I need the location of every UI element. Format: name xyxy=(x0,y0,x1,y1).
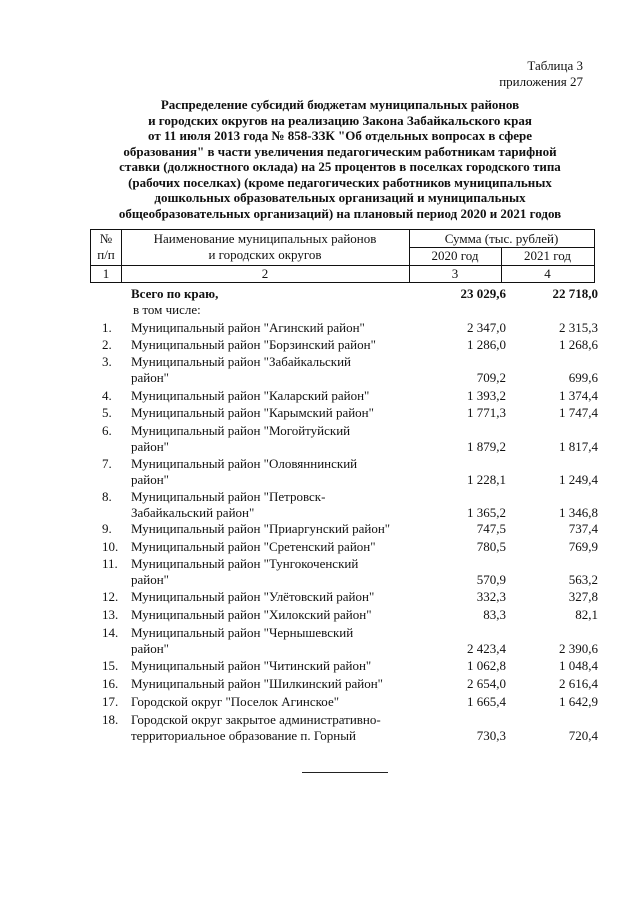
value-2020: 2 423,4 xyxy=(467,641,506,656)
table-row xyxy=(0,607,640,624)
value-2020: 570,9 xyxy=(476,572,506,587)
district-name-continued: район" xyxy=(131,370,169,385)
value-2020: 1 062,8 xyxy=(467,658,506,673)
row-number: 13. xyxy=(102,607,119,622)
title-line: Распределение субсидий бюджетам муниципальных районов xyxy=(160,97,520,112)
value-2021: 1 268,6 xyxy=(559,337,598,352)
column-index: 4 xyxy=(544,266,551,281)
district-name: Муниципальный район "Сретенский район" xyxy=(131,539,376,554)
value-2020: 1 286,0 xyxy=(467,337,506,352)
row-number: 15. xyxy=(102,658,119,673)
row-number: 8. xyxy=(102,489,112,504)
value-2020: 1 365,2 xyxy=(467,505,506,520)
district-name: Муниципальный район "Каларский район" xyxy=(131,388,370,403)
district-name-continued: район" xyxy=(131,439,169,454)
table-row xyxy=(0,388,640,405)
table-row xyxy=(0,556,640,590)
district-name: Муниципальный район "Чернышевский xyxy=(131,625,354,640)
value-2020: 730,3 xyxy=(476,728,506,743)
district-name: Муниципальный район "Шилкинский район" xyxy=(131,676,383,691)
district-name: Муниципальный район "Петровск- xyxy=(131,489,326,504)
header-name-line2: и городских округов xyxy=(208,247,322,262)
end-rule xyxy=(302,772,388,773)
total-2021: 22 718,0 xyxy=(552,286,598,301)
total-label: Всего по краю, xyxy=(131,286,219,301)
value-2020: 332,3 xyxy=(476,589,506,604)
value-2021: 737,4 xyxy=(568,521,598,536)
row-number: 4. xyxy=(102,388,112,403)
value-2020: 2 654,0 xyxy=(467,676,506,691)
table-row xyxy=(0,489,640,523)
title-line: (рабочих поселках) (кроме педагогических работников муниципальных xyxy=(128,174,552,190)
column-index: 2 xyxy=(261,266,269,281)
district-name: Муниципальный район "Тунгокоченский xyxy=(131,556,359,571)
row-number: 16. xyxy=(102,676,119,691)
table-row xyxy=(0,589,640,606)
table-row xyxy=(0,658,640,675)
value-2021: 1 048,4 xyxy=(559,658,598,673)
header-2021: 2021 год xyxy=(524,248,571,263)
value-2020: 1 665,4 xyxy=(467,694,506,709)
row-number: 12. xyxy=(102,589,119,604)
district-name: Городской округ "Поселок Агинское" xyxy=(131,694,340,709)
row-number: 1. xyxy=(102,320,112,335)
table-header xyxy=(90,229,595,283)
value-2021: 769,9 xyxy=(568,539,598,554)
row-number: 18. xyxy=(102,712,119,727)
header-name-line1: Наименование муниципальных районов xyxy=(153,231,377,246)
row-number: 7. xyxy=(102,456,112,471)
value-2021: 699,6 xyxy=(568,370,598,385)
value-2021: 720,4 xyxy=(568,728,598,743)
row-number: 2. xyxy=(102,337,112,352)
value-2021: 1 747,4 xyxy=(559,405,598,420)
value-2020: 747,5 xyxy=(476,521,506,536)
table-row xyxy=(0,521,640,538)
row-number: 10. xyxy=(102,539,119,554)
total-subtitle: в том числе: xyxy=(133,302,201,317)
row-number: 3. xyxy=(102,354,112,369)
value-2021: 1 346,8 xyxy=(559,505,598,520)
table-row xyxy=(0,694,640,711)
header-sum: Сумма (тыс. рублей) xyxy=(444,231,559,246)
document-title xyxy=(90,97,590,221)
table-row xyxy=(0,539,640,556)
value-2020: 780,5 xyxy=(476,539,506,554)
table-row xyxy=(0,456,640,490)
title-line: образования" в части увеличения педагогическим работникам тарифной xyxy=(123,143,557,159)
district-name-continued: Забайкальский район" xyxy=(131,505,255,520)
row-number: 5. xyxy=(102,405,112,420)
district-name: Муниципальный район "Забайкальский xyxy=(131,354,352,369)
header-num xyxy=(91,231,121,263)
appendix-reference: приложения 27 xyxy=(499,74,583,89)
value-2021: 2 315,3 xyxy=(559,320,598,335)
row-number: 6. xyxy=(102,423,112,438)
district-name-continued: район" xyxy=(131,641,169,656)
value-2020: 1 393,2 xyxy=(467,388,506,403)
district-name: Муниципальный район "Оловяннинский xyxy=(131,456,358,471)
table-row xyxy=(0,712,640,746)
total-2020: 23 029,6 xyxy=(460,286,506,301)
district-name: Муниципальный район "Карымский район" xyxy=(131,405,374,420)
district-name-continued: территориальное образование п. Горный xyxy=(131,728,356,743)
title-line: и городских округов на реализацию Закона Забайкальского края xyxy=(148,112,532,128)
value-2020: 709,2 xyxy=(476,370,506,385)
table-row xyxy=(0,337,640,354)
total-row xyxy=(0,286,640,320)
district-name-continued: район" xyxy=(131,472,169,487)
row-number: 9. xyxy=(102,521,112,536)
value-2020: 2 347,0 xyxy=(467,320,506,335)
column-index: 1 xyxy=(102,266,110,281)
row-number: 11. xyxy=(102,556,118,571)
value-2021: 82,1 xyxy=(575,607,598,622)
title-line: от 11 июля 2013 года № 858-ЗЗК "Об отдельных вопросах в сфере xyxy=(148,128,532,143)
table-row xyxy=(0,676,640,693)
table-row xyxy=(0,320,640,337)
header-num-line2: п/п xyxy=(97,247,115,262)
value-2021: 563,2 xyxy=(568,572,598,587)
district-name: Муниципальный район "Борзинский район" xyxy=(131,337,376,352)
district-name-continued: район" xyxy=(131,572,169,587)
district-name: Муниципальный район "Улётовский район" xyxy=(131,589,375,604)
row-number: 17. xyxy=(102,694,119,709)
value-2021: 1 374,4 xyxy=(559,388,598,403)
column-index: 3 xyxy=(451,266,459,281)
title-line: общеобразовательных организаций) на плановый период 2020 и 2021 годов xyxy=(118,205,562,221)
district-name: Муниципальный район "Хилокский район" xyxy=(131,607,372,622)
value-2020: 1 228,1 xyxy=(467,472,506,487)
value-2020: 1 879,2 xyxy=(467,439,506,454)
table-row xyxy=(0,423,640,457)
table-row xyxy=(0,405,640,422)
value-2021: 2 616,4 xyxy=(559,676,598,691)
value-2021: 1 249,4 xyxy=(559,472,598,487)
value-2020: 1 771,3 xyxy=(467,405,506,420)
header-num-line1: № xyxy=(99,231,113,246)
value-2020: 83,3 xyxy=(483,607,506,622)
district-name: Муниципальный район "Приаргунский район" xyxy=(131,521,391,536)
title-line: дошкольных образовательных организаций и муниципальных xyxy=(154,190,526,205)
value-2021: 1 642,9 xyxy=(559,694,598,709)
value-2021: 1 817,4 xyxy=(559,439,598,454)
table-number: Таблица 3 xyxy=(527,58,583,73)
header-2020: 2020 год xyxy=(431,248,479,263)
table-row xyxy=(0,625,640,659)
table-row xyxy=(0,354,640,388)
district-name: Муниципальный район "Агинский район" xyxy=(131,320,365,335)
title-line: ставки (должностного оклада) на 25 процентов в поселках городского типа xyxy=(119,159,561,174)
header-name xyxy=(121,231,409,263)
value-2021: 327,8 xyxy=(568,589,598,604)
row-number: 14. xyxy=(102,625,119,640)
district-name: Городской округ закрытое административно- xyxy=(131,712,381,727)
value-2021: 2 390,6 xyxy=(559,641,598,656)
district-name: Муниципальный район "Могойтуйский xyxy=(131,423,351,438)
district-name: Муниципальный район "Читинский район" xyxy=(131,658,372,673)
